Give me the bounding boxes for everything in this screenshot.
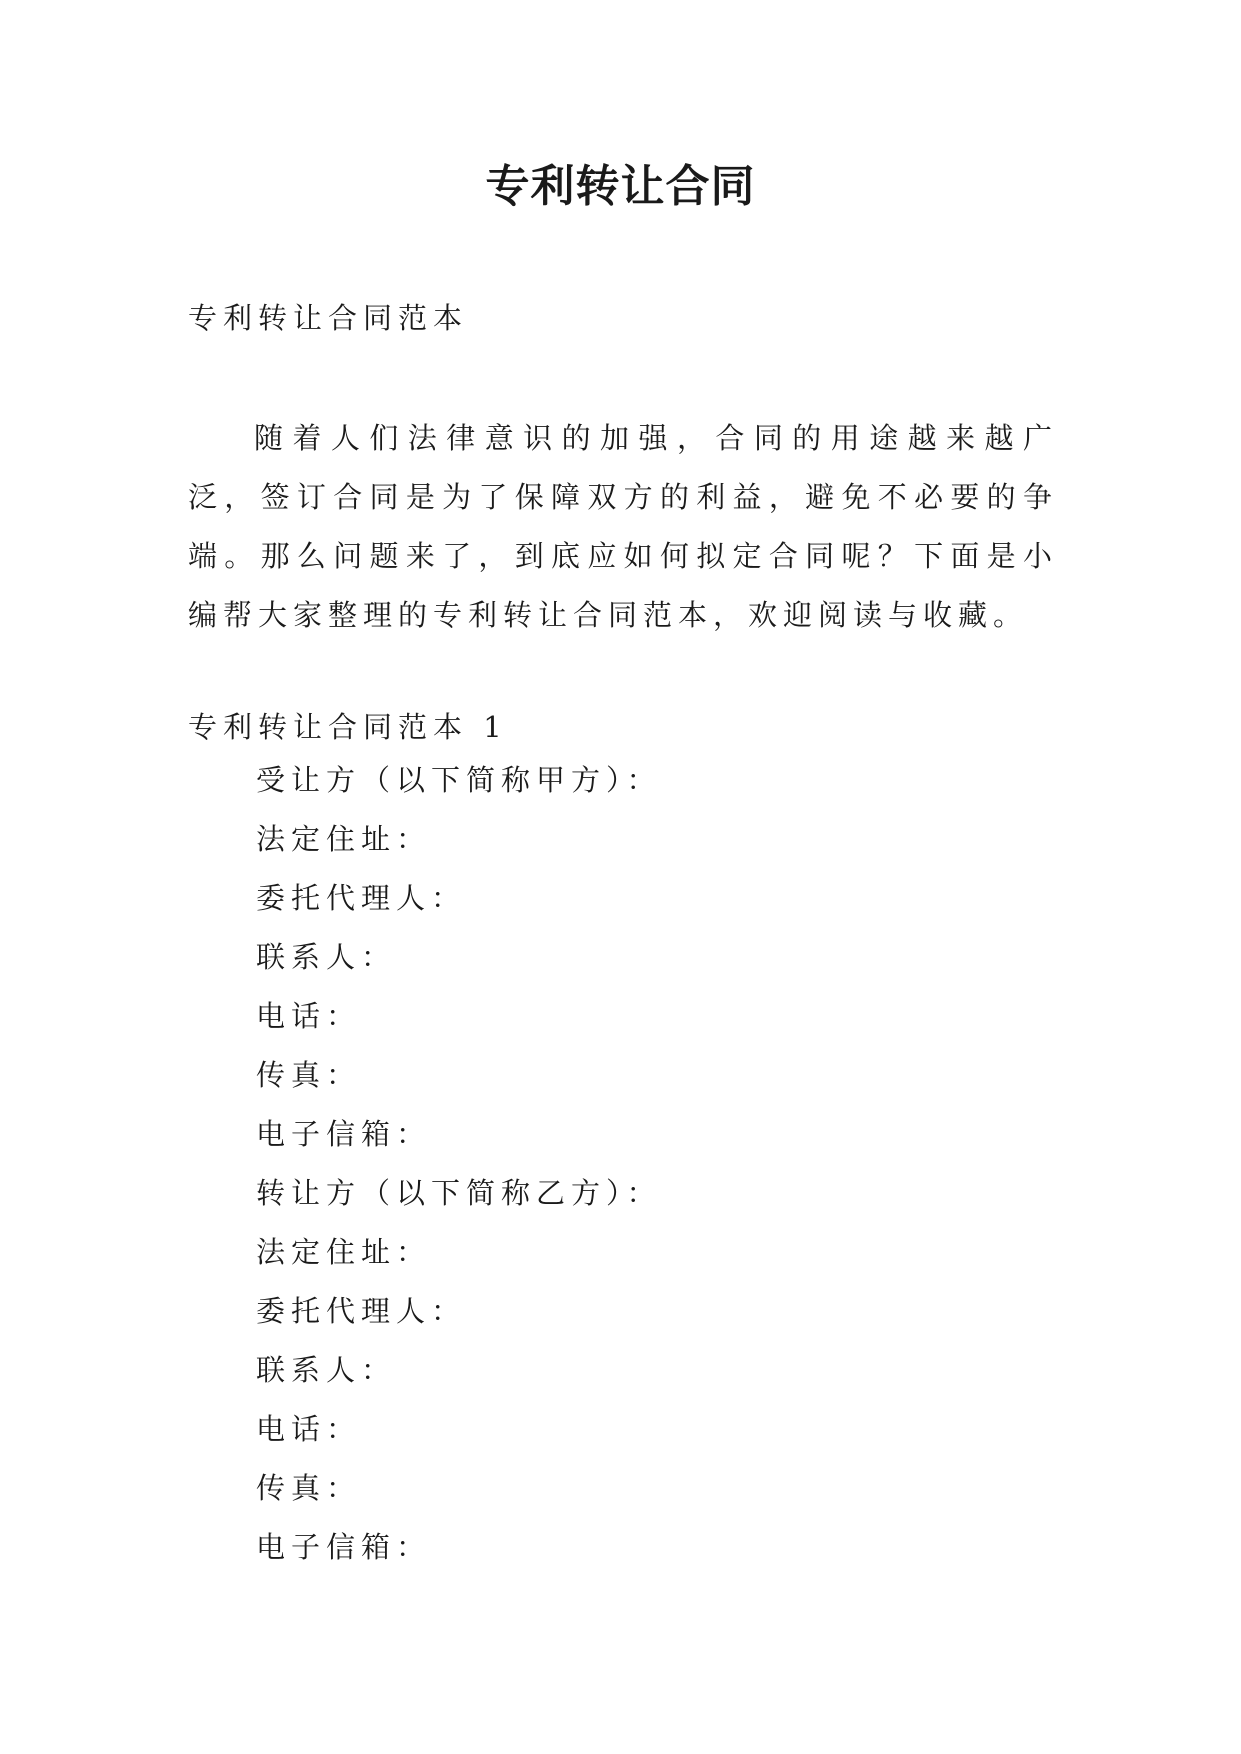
field-line: 电子信箱： — [256, 1117, 432, 1151]
field-line: 法定住址： — [256, 1235, 432, 1269]
field-line: 传真： — [256, 1471, 362, 1505]
field-line: 法定住址： — [256, 822, 432, 856]
field-line: 联系人： — [256, 1353, 397, 1387]
field-line: 委托代理人： — [256, 881, 467, 915]
section-heading: 专利转让合同范本 1 — [188, 710, 508, 744]
party-field-list — [256, 762, 662, 1588]
field-line: 电子信箱： — [256, 1530, 432, 1564]
field-line: 传真： — [256, 1058, 362, 1092]
document-title: 专利转让合同 — [485, 161, 756, 212]
field-line: 电话： — [256, 999, 362, 1033]
field-line: 联系人： — [256, 940, 397, 974]
intro-paragraph: 随着人们法律意识的加强，合同的用途越来越广泛，签订合同是为了保障双方的利益，避免不必要的争端。那么问题来了，到底应如何拟定合同呢？下面是小编帮大家整理的专利转让合同范本，欢迎阅读与收藏。 — [188, 421, 1058, 632]
field-line: 电话： — [256, 1412, 362, 1446]
field-line: 转让方（以下简称乙方）： — [256, 1176, 662, 1210]
field-line: 委托代理人： — [256, 1294, 467, 1328]
document-subtitle: 专利转让合同范本 — [188, 301, 469, 335]
field-line: 受让方（以下简称甲方）： — [256, 763, 662, 797]
